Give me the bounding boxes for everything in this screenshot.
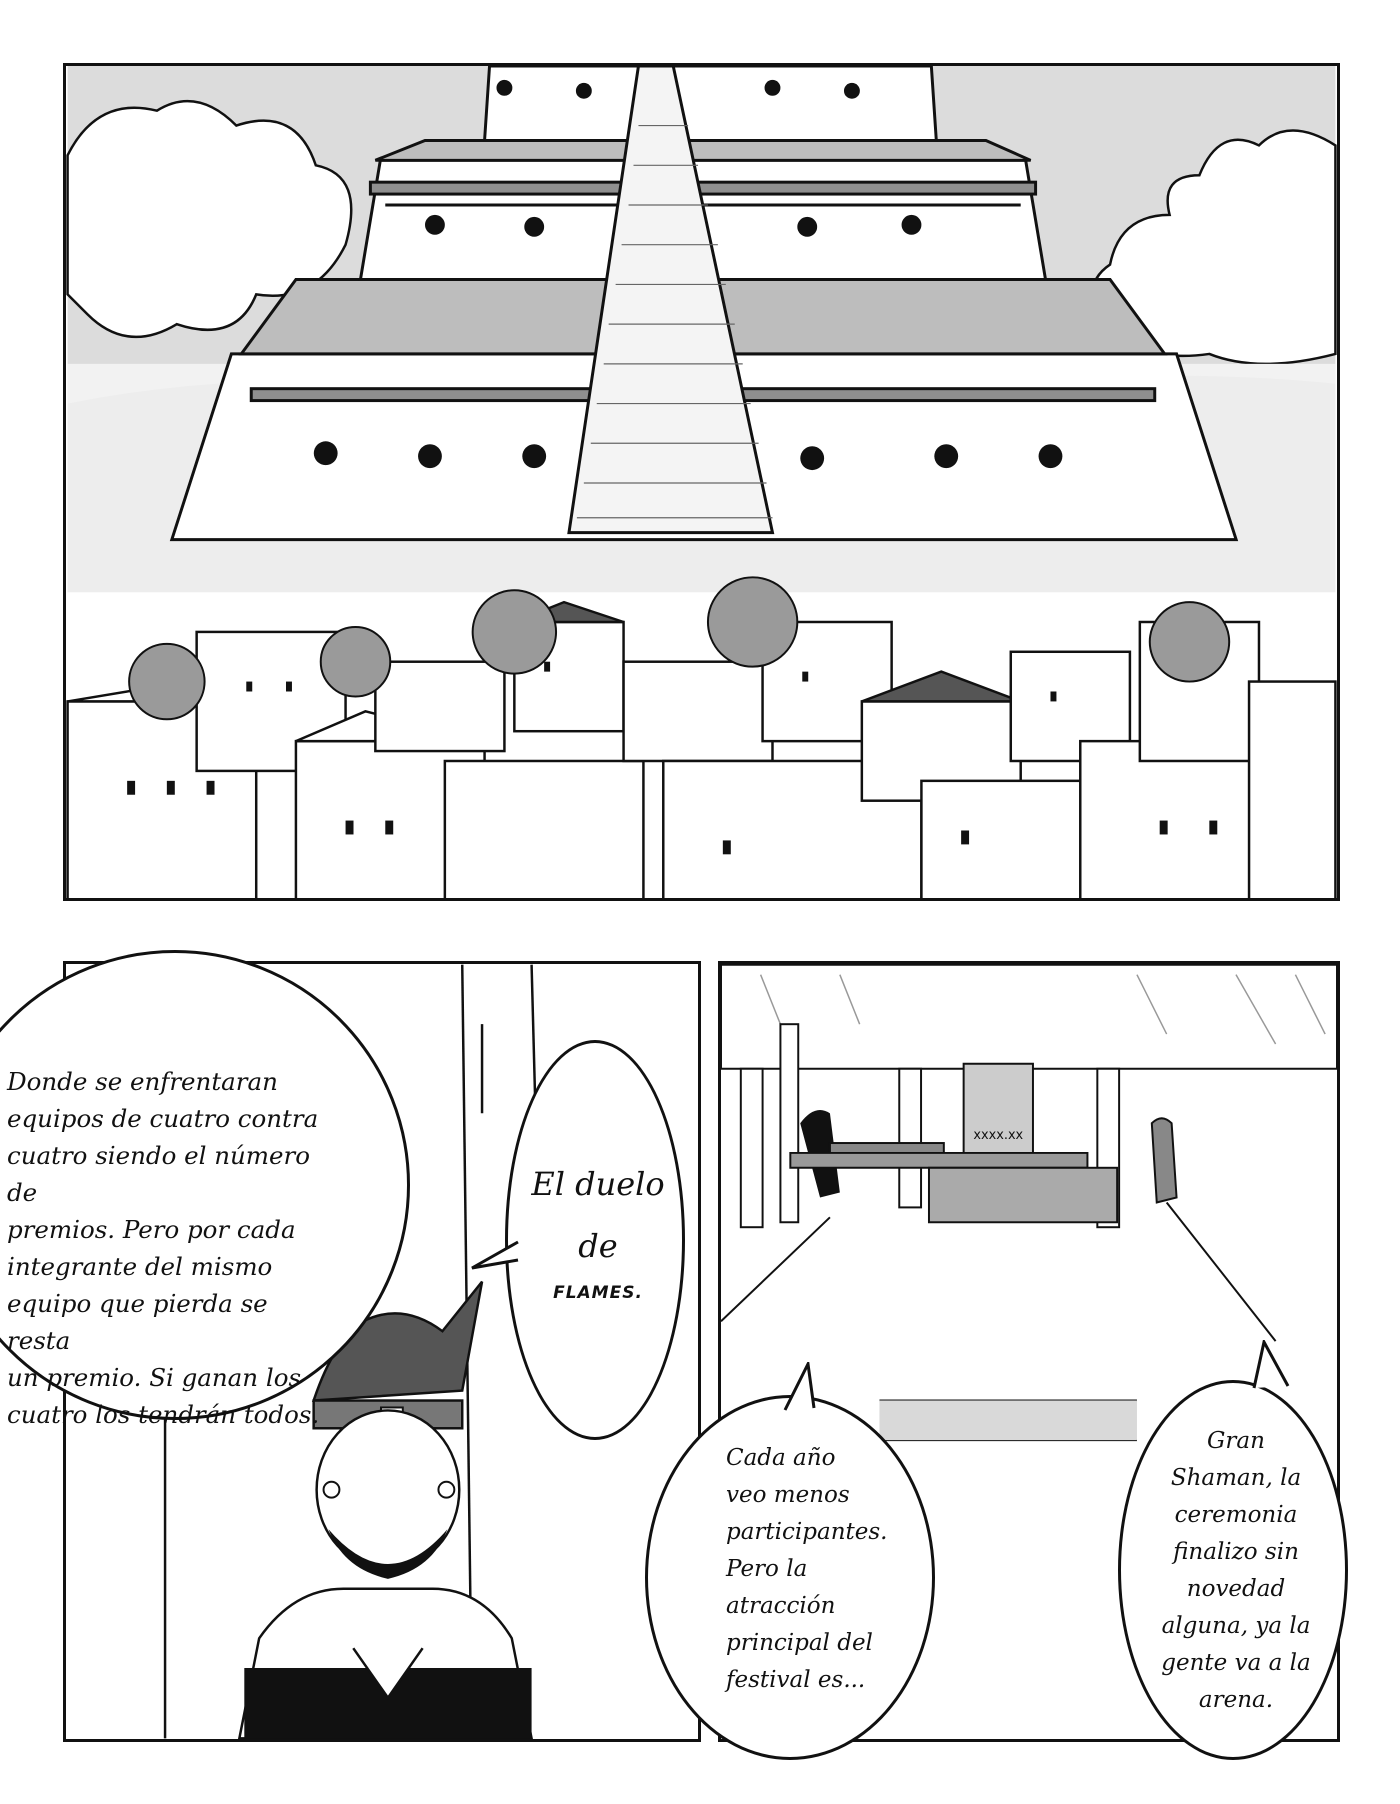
pyramid-city-panel — [63, 63, 1340, 901]
duel-bubble-tail — [470, 1240, 520, 1280]
duel-line-1: El duelo — [531, 1165, 665, 1203]
ceremony-bubble-tail — [780, 1362, 820, 1412]
flames-text: FLAMES. — [553, 1283, 643, 1303]
narration-text: Donde se enfrentaran equipos de cuatro contra cuatro siendo el número de premios. Pero por cada integrante del mismo equipo que pierda se resta un premio. Si ganan los cuatro los tendrán todos. — [7, 1067, 320, 1429]
city-buildings — [68, 602, 1336, 898]
pyramid-city-art — [66, 66, 1337, 898]
table — [790, 1153, 1087, 1168]
shaman-text: Gran Shaman, la ceremonia finalizo sin novedad alguna, ya la gente va a la arena. — [1161, 1428, 1311, 1713]
banner-text: xxxx.xx — [973, 1128, 1024, 1144]
ceremony-bubble — [645, 1395, 935, 1760]
duel-bubble — [505, 1040, 685, 1440]
shaman-bubble — [1118, 1380, 1348, 1760]
throne-back — [780, 1024, 798, 1222]
shaman-bubble-tail — [1250, 1340, 1300, 1390]
standing-figure — [1152, 1118, 1177, 1202]
duel-text — [508, 1153, 688, 1277]
duel-line-2: de — [578, 1227, 618, 1265]
ceremony-text: Cada año veo menos participantes. Pero la atracción principal del festival es... — [726, 1445, 888, 1693]
